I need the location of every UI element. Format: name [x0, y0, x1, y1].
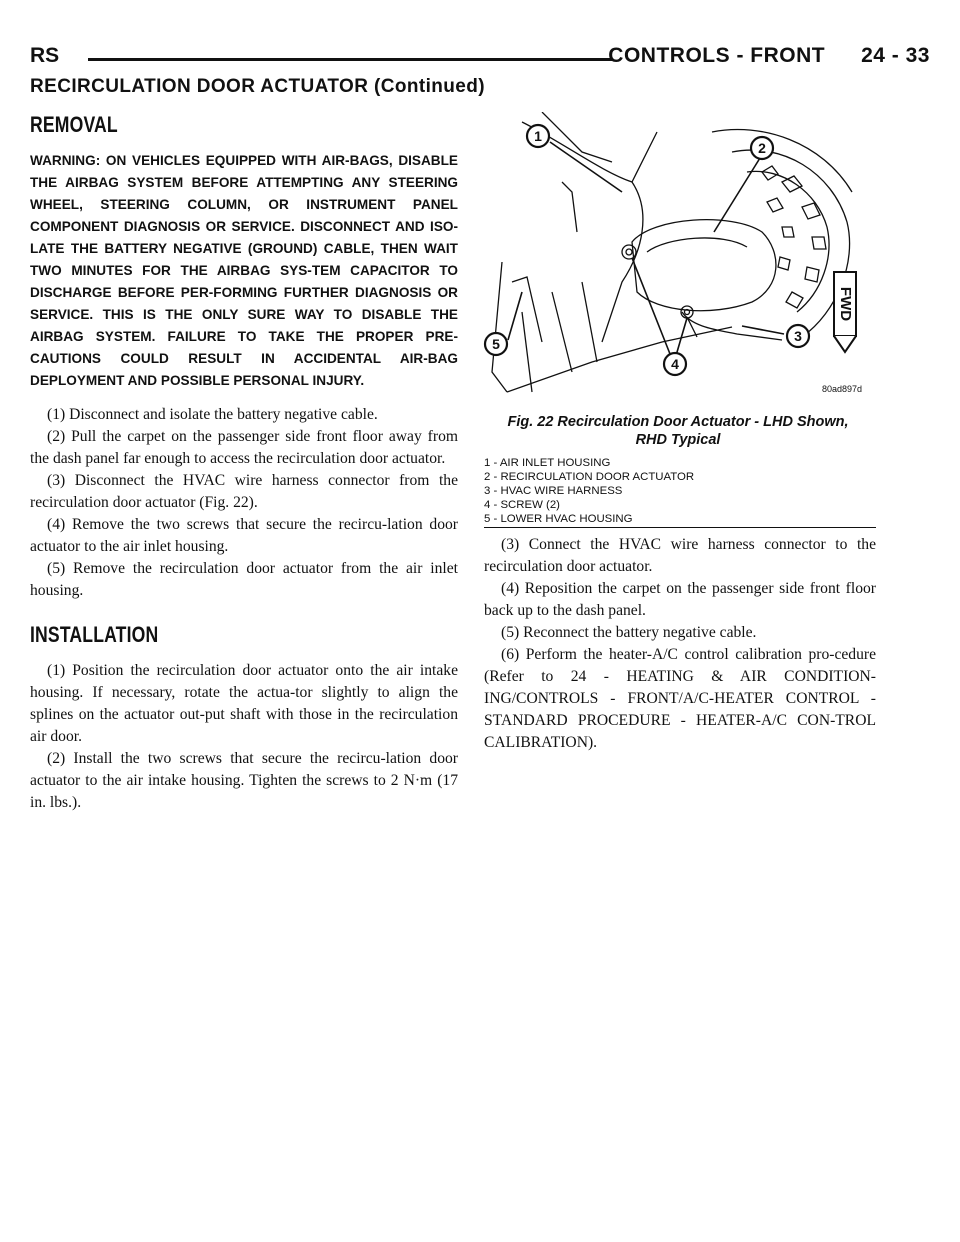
callout-5: 5 — [492, 336, 500, 352]
installation-step: (3) Connect the HVAC wire harness connector to the recirculation door actuator. — [484, 536, 876, 575]
removal-step: (5) Remove the recirculation door actuator from the air inlet housing. — [30, 560, 458, 599]
removal-step: (3) Disconnect the HVAC wire harness connector from the recirculation door actuator (Fig. 22). — [30, 472, 458, 511]
legend-divider — [484, 527, 876, 528]
figure-caption-line: Fig. 22 Recirculation Door Actuator - LHD Shown, — [507, 414, 849, 430]
removal-step: (2) Pull the carpet on the passenger side front floor away from the dash panel far enough to access the recirculation door actuator. — [30, 428, 458, 467]
installation-step: (5) Reconnect the battery negative cable. — [501, 624, 757, 641]
header-rule — [88, 58, 612, 61]
legend-item: 1 - AIR INLET HOUSING — [484, 457, 611, 469]
installation-step: (4) Reposition the carpet on the passenger side front floor back up to the dash panel. — [484, 580, 876, 619]
legend-item: 2 - RECIRCULATION DOOR ACTUATOR — [484, 471, 695, 483]
installation-step: (6) Perform the heater-A/C control calibration pro-cedure (Refer to 24 - HEATING & AIR CONDITION-ING/CONTROLS - FRONT/A/C-HEATER CONTROL - STANDARD PROCEDURE - HEATER-A/C CON-TROL CALIBRATION). — [484, 646, 876, 751]
removal-heading: REMOVAL — [30, 112, 118, 137]
header-right — [608, 44, 930, 68]
figure-caption-line: RHD Typical — [635, 432, 721, 448]
fwd-label: FWD — [837, 286, 855, 322]
figure-image-code: 80ad897d — [821, 384, 862, 394]
installation-heading: INSTALLATION — [30, 622, 159, 647]
recirculation-door-actuator-illustration — [482, 112, 874, 412]
forward-arrow-icon — [834, 272, 856, 352]
right-column-text — [484, 534, 876, 754]
figure-legend — [484, 456, 876, 526]
installation-step: (2) Install the two screws that secure the recircu-lation door actuator to the air intake housing. Tighten the screws to 2 N·m (17 in. lbs.). — [30, 750, 458, 811]
callout-4: 4 — [671, 356, 679, 372]
header-model-code: RS — [30, 44, 60, 67]
header-section-title: CONTROLS - FRONT — [608, 44, 826, 67]
legend-item: 4 - SCREW (2) — [484, 499, 560, 511]
callout-3: 3 — [794, 328, 802, 344]
legend-item: 3 - HVAC WIRE HARNESS — [484, 485, 623, 497]
continued-title: RECIRCULATION DOOR ACTUATOR (Continued) — [30, 76, 486, 97]
header-page-number: 24 - 33 — [861, 44, 930, 67]
legend-item: 5 - LOWER HVAC HOUSING — [484, 513, 633, 525]
page-header — [30, 44, 930, 74]
airbag-warning: WARNING: ON VEHICLES EQUIPPED WITH AIR-BAGS, DISABLE THE AIRBAG SYSTEM BEFORE ATTEMPTING ANY STEERING WHEEL, STEERING COLUMN, OR INSTRUMENT PANEL COMPONENT DIAGNOSIS OR SERVICE. DISCONNECT AND ISO-LATE THE BATTERY NEGATIVE (GROUND) CABLE, THEN WAIT TWO MINUTES FOR THE AIRBAG SYS-TEM CAPACITOR TO DISCHARGE BEFORE PER-FORMING FURTHER DIAGNOSIS OR SERVICE. THIS IS THE ONLY SURE WAY TO DISABLE THE AIRBAG SYSTEM. FAILURE TO TAKE THE PROPER PRE-CAUTIONS COULD RESULT IN ACCIDENTAL AIR-BAG DEPLOYMENT AND POSSIBLE PERSONAL INJURY. — [30, 153, 458, 388]
removal-step: (1) Disconnect and isolate the battery negative cable. — [47, 406, 378, 423]
installation-step: (1) Position the recirculation door actuator onto the air intake housing. If necessary, rotate the actua-tor slightly to align the splines on the actuator out-put shaft with those in the recirculation air door. — [30, 662, 458, 745]
left-column — [30, 112, 458, 814]
figure-caption — [484, 413, 872, 449]
callout-2: 2 — [758, 140, 766, 156]
callout-1: 1 — [534, 128, 542, 144]
removal-step: (4) Remove the two screws that secure the recircu-lation door actuator to the air inlet housing. — [30, 516, 458, 555]
